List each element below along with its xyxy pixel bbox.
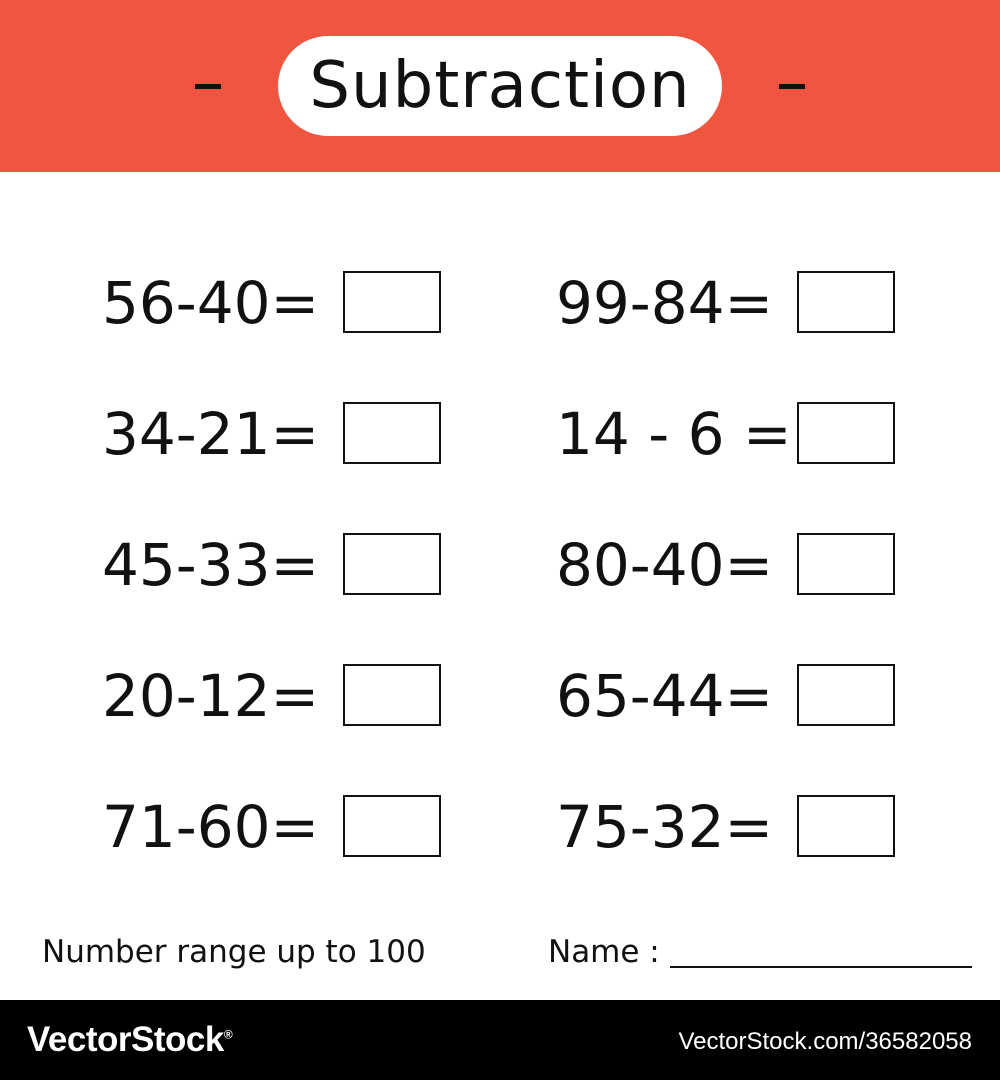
answer-box[interactable] xyxy=(797,664,895,726)
equation-text: 14 - 6 = xyxy=(556,400,792,468)
name-line[interactable] xyxy=(670,966,972,968)
equation-text: 65-44= xyxy=(556,662,774,730)
title-pill xyxy=(278,36,722,136)
page-title: Subtraction xyxy=(309,49,691,123)
equation-text: 34-21= xyxy=(102,400,320,468)
name-label: Name : xyxy=(548,934,660,970)
watermark-bar xyxy=(0,1000,1000,1080)
equation-text: 45-33= xyxy=(102,531,320,599)
number-range-text: Number range up to 100 xyxy=(42,934,426,970)
answer-box[interactable] xyxy=(797,402,895,464)
equation-text: 71-60= xyxy=(102,793,320,861)
answer-box[interactable] xyxy=(343,533,441,595)
watermark-url: VectorStock.com/36582058 xyxy=(678,1028,972,1055)
answer-box[interactable] xyxy=(343,402,441,464)
header-banner xyxy=(0,0,1000,172)
answer-box[interactable] xyxy=(797,271,895,333)
answer-box[interactable] xyxy=(343,664,441,726)
answer-box[interactable] xyxy=(343,795,441,857)
answer-box[interactable] xyxy=(343,271,441,333)
equation-text: 75-32= xyxy=(556,793,774,861)
equation-text: 20-12= xyxy=(102,662,320,730)
watermark-logo: VectorStock® xyxy=(27,1020,233,1059)
decorative-dash-right xyxy=(779,84,805,89)
decorative-dash-left xyxy=(195,84,221,89)
equation-text: 56-40= xyxy=(102,269,320,337)
equation-text: 80-40= xyxy=(556,531,774,599)
equation-text: 99-84= xyxy=(556,269,774,337)
answer-box[interactable] xyxy=(797,533,895,595)
answer-box[interactable] xyxy=(797,795,895,857)
